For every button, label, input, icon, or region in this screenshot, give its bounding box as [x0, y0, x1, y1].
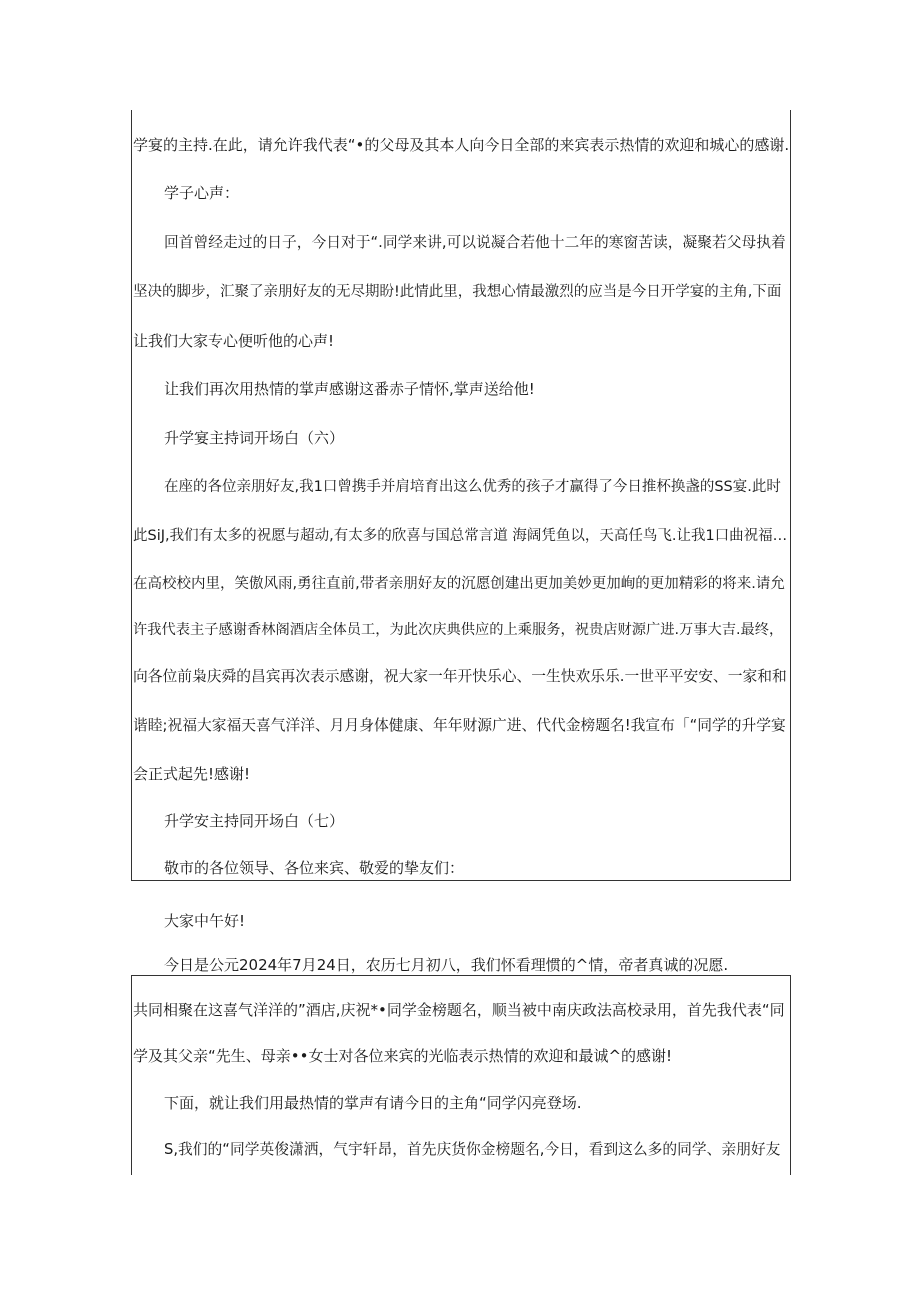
paragraph-line: 向各位前枭庆舜的昌宾再次表示感谢，祝大家一年开快乐心、一生快欢乐乐.一世平平安安、一家和和 [133, 668, 787, 685]
paragraph-line: 共同相聚在这喜气洋洋的”酒店,庆祝*•同学金榜题名，顺当被中南庆政法高校录用，首先我代表“同 [133, 1001, 785, 1019]
section-heading: 升学宴主持词开场白（六） [164, 429, 345, 447]
section-heading: 升学安主持同开场白（七） [164, 812, 345, 830]
paragraph-line: 会正式起先!感谢! [133, 765, 251, 783]
paragraph-line: 在高校校内里，笑傲风雨,勇往直前,带者亲朋好友的沉愿创建出更加美妙更加峋的更加精彩的将来.请允 [133, 576, 785, 592]
section-heading: 学子心声： [164, 184, 240, 202]
paragraph-line: 下面，就让我们用最热情的掌声有请今日的主角“同学闪亮登场. [164, 1094, 582, 1112]
greeting-line: 大家中午好! [164, 912, 246, 930]
paragraph-line: 在座的各位亲朋好友,我1口曾携手并肩培育出这么优秀的孩子才赢得了今日推杯换盏的SS宴.此时 [164, 479, 781, 495]
paragraph-line: 让我们大家专心便听他的心声! [133, 332, 335, 350]
paragraph-line: S,我们的“同学英俊潇洒，气宇轩昂，首先庆货你金榜题名,今日，看到这么多的同学、亲朋好友 [164, 1141, 781, 1158]
paragraph-line: 谐睦;祝福大家福天喜气洋洋、月月身体健康、年年财源广进、代代金榜题名!我宣布「“同学的升学宴 [133, 717, 786, 734]
date-line: 今日是公元2024年7月24日，农历七月初八，我们怀看理惯的^情，帝者真诚的况愿. [164, 956, 729, 974]
paragraph-line: 让我们再次用热情的掌声感谢这番赤子情怀,掌声送给他! [164, 380, 535, 398]
paragraph-line: 学宴的主持.在此，请允许我代表“•的父母及其本人向今日全部的来宾表示热情的欢迎和城心的感谢. [133, 136, 790, 154]
paragraph-line: 许我代表主子感谢香林阁酒店全体员工，为此次庆典供应的上乘服务，祝贵店财源广进.万事大吉.最终， [133, 622, 784, 638]
paragraph-line: 学及其父亲“先生、母亲••女士对各位来宾的光临表示热情的欢迎和最诚^的感谢! [133, 1047, 673, 1065]
paragraph-line: 此SiJ,我们有太多的祝愿与超动,有太多的欣喜与国总常言道 海阔凭鱼以，天高任鸟飞.让我1口曲祝福… [133, 528, 788, 544]
paragraph-line: 回首曾经走过的日子，今日对于“.同学来讲,可以说凝合若他十二年的寒窗苦读，凝聚若父母执着 [164, 234, 786, 251]
paragraph-line: 坚决的脚步，汇聚了亲朋好友的无尽期盼!此情此里，我想心情最激烈的应当是今日开学宴的主角,下面 [133, 284, 782, 300]
paragraph-line: 敬市的各位领导、各位来宾、敬爱的挚友们： [164, 859, 465, 877]
